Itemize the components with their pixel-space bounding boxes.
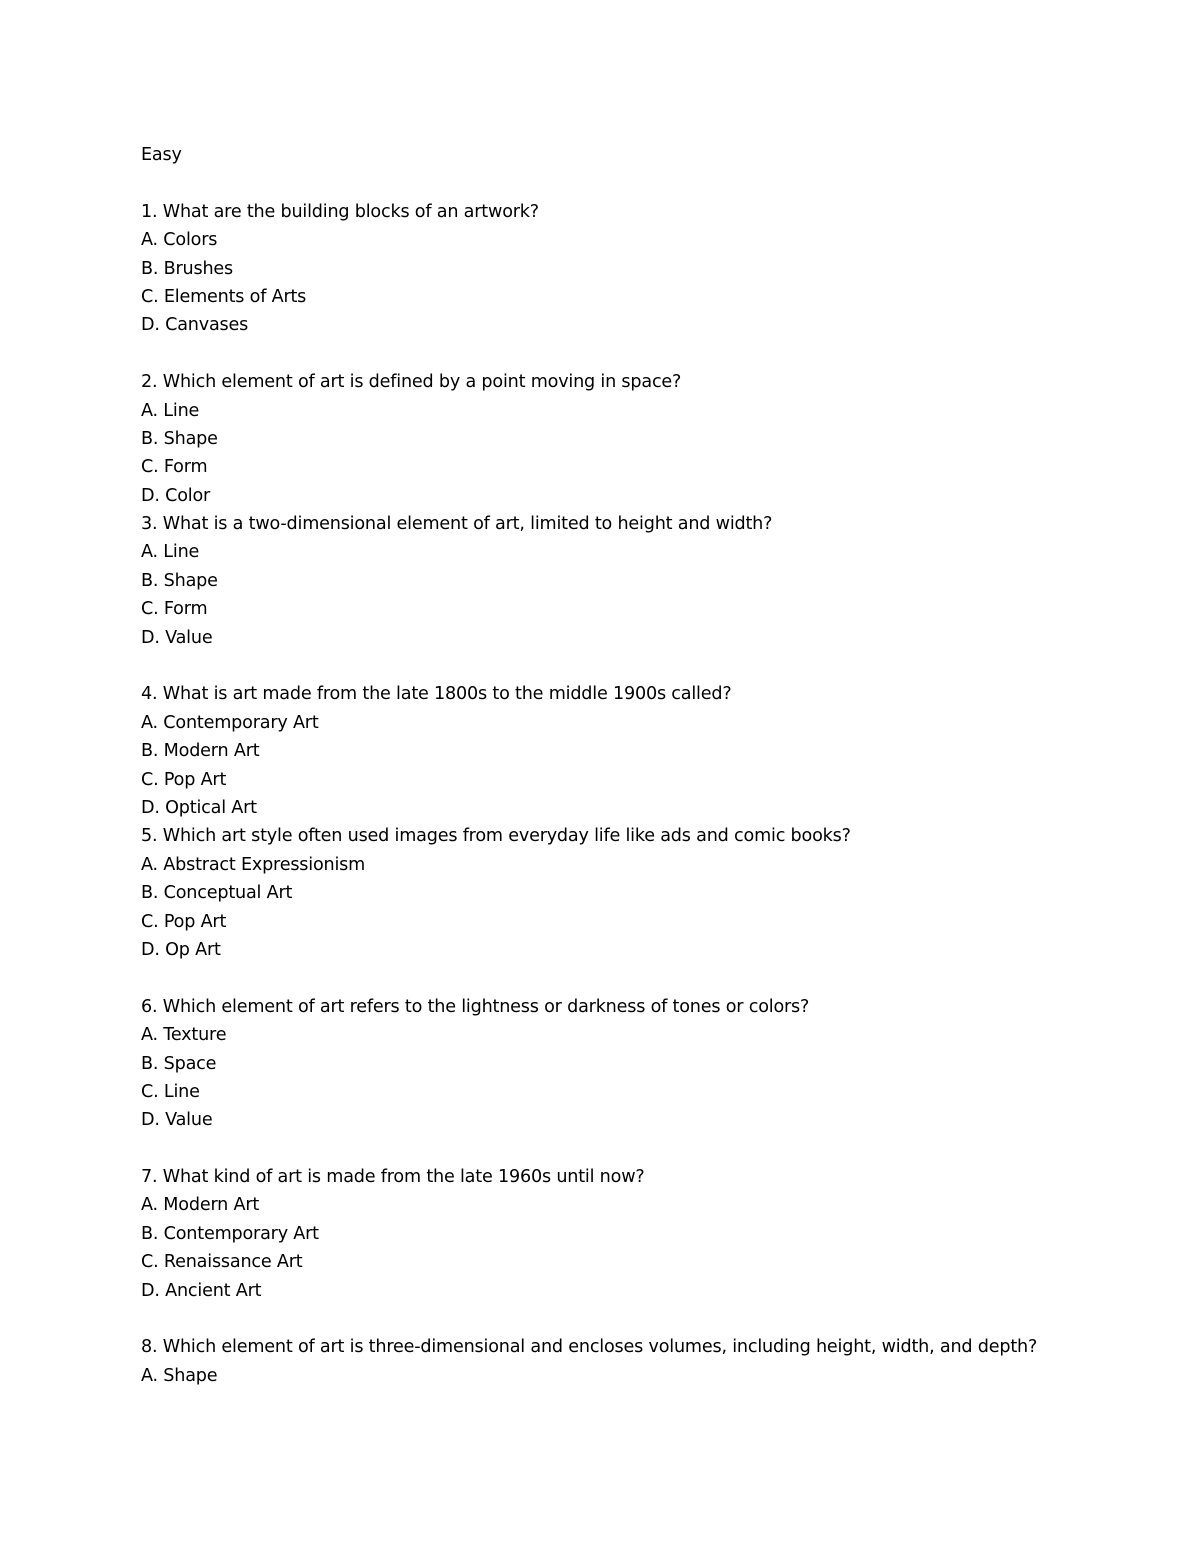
answer-option: D. Value bbox=[141, 1110, 213, 1131]
question-text: 7. What kind of art is made from the late 1960s until now? bbox=[141, 1167, 645, 1188]
blank-line bbox=[141, 340, 1091, 368]
answer-option: B. Space bbox=[141, 1053, 217, 1074]
answer-option: B. Shape bbox=[141, 570, 218, 591]
question-block bbox=[141, 510, 1091, 652]
blank-line bbox=[141, 169, 1091, 197]
answer-option: C. Elements of Arts bbox=[141, 286, 307, 307]
answer-option: A. Shape bbox=[141, 1365, 218, 1386]
question-block bbox=[141, 1333, 1091, 1390]
question-block bbox=[141, 822, 1091, 964]
answer-option: B. Brushes bbox=[141, 258, 234, 279]
question-text: 4. What is art made from the late 1800s to the middle 1900s called? bbox=[141, 684, 732, 705]
answer-option: C. Pop Art bbox=[141, 911, 227, 932]
question-text: 5. Which art style often used images from everyday life like ads and comic books? bbox=[141, 826, 851, 847]
answer-option: C. Form bbox=[141, 457, 208, 478]
question-block bbox=[141, 993, 1091, 1135]
blank-line bbox=[141, 964, 1091, 992]
answer-option: D. Canvases bbox=[141, 315, 249, 336]
answer-option: C. Line bbox=[141, 1081, 200, 1102]
answer-option: A. Modern Art bbox=[141, 1195, 260, 1216]
answer-option: A. Contemporary Art bbox=[141, 712, 319, 733]
section-title: Easy bbox=[141, 145, 182, 165]
question-text: 6. Which element of art refers to the lightness or darkness of tones or colors? bbox=[141, 996, 810, 1017]
answer-option: D. Ancient Art bbox=[141, 1280, 262, 1301]
question-text: 3. What is a two-dimensional element of art, limited to height and width? bbox=[141, 514, 773, 535]
answer-option: A. Colors bbox=[141, 230, 218, 251]
answer-option: C. Renaissance Art bbox=[141, 1252, 303, 1273]
answer-option: C. Pop Art bbox=[141, 769, 227, 790]
answer-option: D. Op Art bbox=[141, 939, 221, 960]
document-page bbox=[141, 141, 1091, 1390]
question-block bbox=[141, 680, 1091, 822]
answer-option: B. Shape bbox=[141, 428, 218, 449]
answer-option: A. Line bbox=[141, 542, 200, 563]
answer-option: B. Contemporary Art bbox=[141, 1223, 319, 1244]
blank-line bbox=[141, 652, 1091, 680]
question-text: 8. Which element of art is three-dimensional and encloses volumes, including height, width, and depth? bbox=[141, 1337, 1038, 1358]
answer-option: D. Value bbox=[141, 627, 213, 648]
answer-option: D. Color bbox=[141, 485, 211, 506]
answer-option: D. Optical Art bbox=[141, 797, 257, 818]
question-block bbox=[141, 368, 1091, 510]
blank-line bbox=[141, 1305, 1091, 1333]
answer-option: B. Conceptual Art bbox=[141, 883, 293, 904]
blank-line bbox=[141, 1135, 1091, 1163]
answer-option: B. Modern Art bbox=[141, 741, 260, 762]
answer-option: C. Form bbox=[141, 599, 208, 620]
answer-option: A. Abstract Expressionism bbox=[141, 854, 366, 875]
answer-option: A. Line bbox=[141, 400, 200, 421]
question-text: 2. Which element of art is defined by a point moving in space? bbox=[141, 372, 682, 393]
question-text: 1. What are the building blocks of an artwork? bbox=[141, 201, 539, 222]
answer-option: A. Texture bbox=[141, 1025, 227, 1046]
question-block bbox=[141, 198, 1091, 340]
question-block bbox=[141, 1163, 1091, 1305]
